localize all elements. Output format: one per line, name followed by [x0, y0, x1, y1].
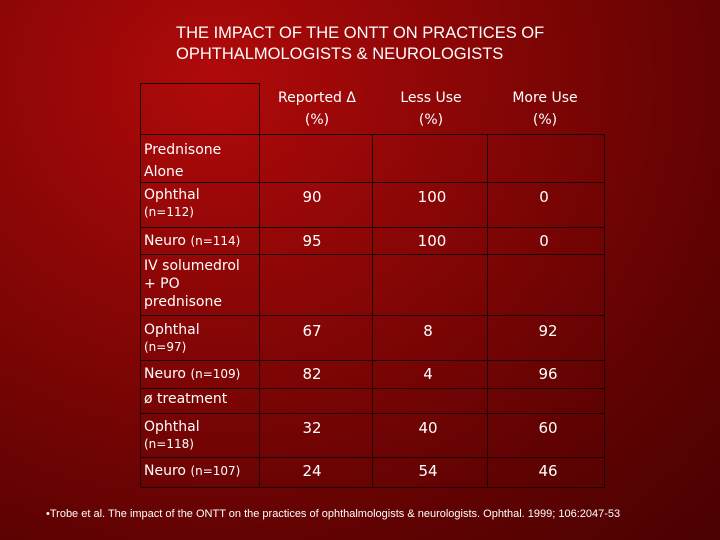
row-n: (n=109): [190, 367, 241, 381]
cell-more-use: 96: [538, 365, 558, 383]
cell-less-use: 54: [418, 462, 438, 480]
row-n: (n=97): [144, 340, 187, 354]
row-group: Neuro: [144, 233, 186, 249]
row-n: (n=114): [190, 234, 241, 248]
row-label: [144, 322, 200, 356]
row-group: Ophthal: [144, 322, 200, 338]
header-less-use: Less Use (%): [400, 90, 462, 128]
cell-less-use: 100: [417, 232, 447, 250]
row-group: Ophthal: [144, 187, 200, 203]
cell-less-use: 40: [418, 419, 438, 437]
cell-more-use: 0: [539, 232, 549, 250]
cell-less-use: 8: [423, 322, 433, 340]
cell-reported: 67: [302, 322, 322, 340]
cell-more-use: 60: [538, 419, 558, 437]
row-label: [144, 187, 200, 221]
header-reported: Reported Δ (%): [278, 90, 356, 128]
cell-reported: 24: [302, 462, 322, 480]
cell-reported: 95: [302, 232, 322, 250]
cell-reported: 90: [302, 188, 322, 206]
section-no-treatment: ø treatment: [144, 391, 228, 407]
cell-more-use: 92: [538, 322, 558, 340]
slide-title: THE IMPACT OF THE ONTT ON PRACTICES OF OPHTHALMOLOGISTS & NEUROLOGISTS: [176, 24, 545, 63]
row-label: [144, 463, 240, 480]
citation-footnote: •Trobe et al. The impact of the ONTT on the practices of ophthalmologists & neurologists. Ophthal. 1999; 106:2047-53: [46, 508, 621, 520]
row-group: Neuro: [144, 366, 186, 382]
cell-reported: 32: [302, 419, 322, 437]
cell-more-use: 0: [539, 188, 549, 206]
row-group: Ophthal: [144, 419, 200, 435]
cell-reported: 82: [302, 365, 322, 383]
header-more-use: More Use (%): [512, 90, 578, 128]
row-group: Neuro: [144, 463, 186, 479]
cell-more-use: 46: [538, 462, 558, 480]
row-label: [144, 233, 240, 250]
row-label: [144, 419, 200, 453]
section-iv-solumedrol: IV solumedrol + PO prednisone: [144, 258, 240, 310]
row-label: [144, 366, 240, 383]
row-n: (n=112): [144, 205, 194, 219]
row-n: (n=118): [144, 437, 194, 451]
section-prednisone: Prednisone Alone: [144, 142, 222, 180]
cell-less-use: 4: [423, 365, 433, 383]
cell-less-use: 100: [417, 188, 447, 206]
row-n: (n=107): [190, 464, 241, 478]
